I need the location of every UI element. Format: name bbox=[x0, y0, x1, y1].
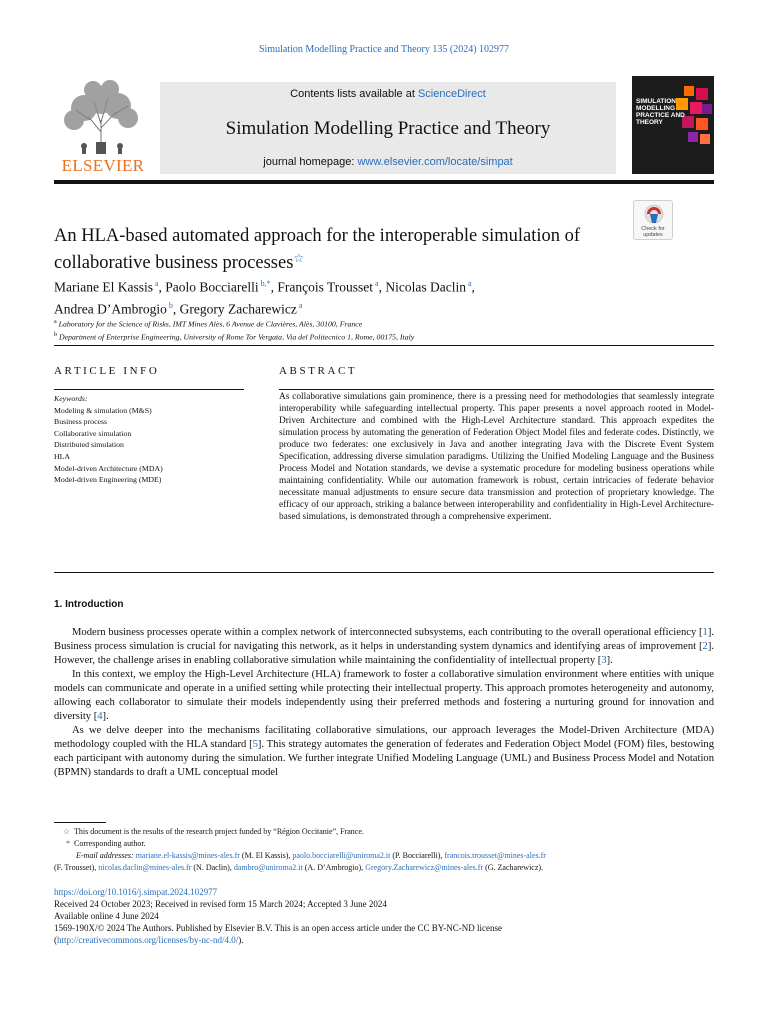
section-heading-introduction: 1. Introduction bbox=[54, 599, 124, 610]
author-affil-mark[interactable]: a bbox=[465, 279, 472, 288]
journal-masthead bbox=[54, 76, 714, 180]
abstract-heading: ABSTRACT bbox=[279, 365, 358, 377]
citation-link[interactable]: 2 bbox=[702, 641, 708, 652]
abstract-rule bbox=[279, 389, 714, 390]
journal-citation-link[interactable]: Simulation Modelling Practice and Theory 135 (2024) 102977 bbox=[258, 44, 510, 55]
affiliations bbox=[54, 317, 714, 342]
body-text-run: ]. bbox=[102, 711, 109, 722]
homepage-line bbox=[160, 156, 616, 168]
author-name[interactable]: François Trousset bbox=[277, 279, 374, 295]
author-name[interactable]: Mariane El Kassis bbox=[54, 279, 153, 295]
article-title bbox=[54, 225, 629, 274]
footnote-funding bbox=[54, 826, 714, 838]
author-affil-mark[interactable]: b,* bbox=[258, 279, 271, 288]
intro-paragraph-1 bbox=[54, 626, 714, 668]
keyword-item: HLA bbox=[54, 451, 71, 461]
footnote-corresponding bbox=[54, 838, 714, 850]
footnote-asterisk-mark: * bbox=[66, 839, 70, 848]
keyword-item: Distributed simulation bbox=[54, 440, 124, 450]
footnote-emails-line2 bbox=[54, 862, 714, 874]
author-separator: , bbox=[378, 279, 386, 295]
intro-paragraph-2 bbox=[54, 668, 714, 724]
crossmark-label: Check for updates bbox=[641, 226, 665, 238]
email-link[interactable]: Gregory.Zacharewicz@mines-ales.fr bbox=[365, 863, 484, 872]
footnote-funding-text: This document is the results of the research project funded by “Région Occitanie”, France. bbox=[74, 827, 364, 836]
email-owner: (M. El Kassis), bbox=[239, 851, 293, 860]
abstract-text: As collaborative simulations gain prominence, there is a pressing need for methodologies that seamlessly integrate interoperability while safeguarding intellectual property. This paper presents a novel approach rooted in Model-Driven Architecture and combined with the High-Level Architecture standard. This approach expedites the simulation process by automating the generation of Federation Object Model files and federate codes. Distinctly, we produce two federates: one exclusively in Java and another integrating Java with the Discrete Event System Specification, addressing diverse simulation paradigms. Utilizing the Unified Modeling Language and the Business Process Model and Notation standards, we devise a systematic procedure for modeling business operations while maintaining confidentiality. While our automation framework is robust, certain intricacies of federate behavior necessitate manual adjustments to ensure secure data transmission and protection of proprietary knowledge. The efficacy of our approach, striking a balance between interoperability and confidentiality in High-Level Architecture-based simulations, is demonstrated through a comprehensive experiment. bbox=[279, 392, 714, 522]
email-owner: (A. D’Ambrogio), bbox=[302, 863, 366, 872]
crossmark-icon bbox=[634, 201, 674, 227]
footnotes bbox=[54, 826, 714, 874]
introduction-body bbox=[54, 626, 714, 780]
online-date: Available online 4 June 2024 bbox=[54, 911, 159, 921]
email-owner: (G. Zacharewicz). bbox=[483, 863, 544, 872]
masthead-rule bbox=[54, 180, 714, 184]
license-text: 1569-190X/© 2024 The Authors. Published by Elsevier B.V. This is an open access article under the CC BY-NC-ND license bbox=[54, 923, 503, 933]
author-separator: , bbox=[172, 301, 180, 316]
email-link[interactable]: dambro@uniroma2.it bbox=[233, 863, 303, 872]
email-owner: (F. Trousset), bbox=[54, 863, 99, 872]
affiliation-mark: a bbox=[54, 319, 57, 325]
affiliation-row bbox=[54, 317, 714, 330]
citation-link[interactable]: 4 bbox=[97, 711, 103, 722]
email-owner: (N. Daclin), bbox=[191, 863, 234, 872]
license-link[interactable]: http://creativecommons.org/licenses/by-nc-nd/4.0/ bbox=[57, 935, 239, 945]
author-affil-mark[interactable]: a bbox=[152, 279, 159, 288]
keyword-item: Model-driven Architecture (MDA) bbox=[54, 463, 163, 473]
email-link[interactable]: mariane.el-kassis@mines-ales.fr bbox=[135, 851, 240, 860]
doi-link[interactable]: https://doi.org/10.1016/j.simpat.2024.102977 bbox=[54, 887, 218, 897]
keywords-label: Keywords: bbox=[54, 394, 88, 403]
body-text-run: Modern business processes operate within a complex network of interconnected subsystems, each contributing to the overall operational efficiency [ bbox=[72, 627, 703, 638]
article-info-rule bbox=[54, 389, 244, 390]
author-name[interactable]: Nicolas Daclin bbox=[385, 279, 466, 295]
author-separator: , bbox=[270, 279, 278, 295]
citation-link[interactable]: 3 bbox=[601, 655, 607, 666]
affiliation-mark: b bbox=[54, 331, 57, 338]
email-link[interactable]: nicolas.daclin@mines-ales.fr bbox=[98, 863, 192, 872]
body-text-run: ]. However, the challenge arises in enabling collaborative simulation while maintaining the confidentiality of intellectual property [ bbox=[54, 641, 714, 666]
email-owner: (P. Bocciarelli), bbox=[390, 851, 445, 860]
affiliation-text: Department of Enterprise Engineering, University of Rome Tor Vergata, Via del Politecnico 1, Rome, 00175, Italy bbox=[57, 332, 415, 342]
journal-title: Simulation Modelling Practice and Theory bbox=[225, 118, 551, 139]
author-affil-mark[interactable]: a bbox=[373, 279, 379, 288]
email-link[interactable]: paolo.bocciarelli@uniroma2.it bbox=[292, 851, 391, 860]
author-affil-mark[interactable]: b bbox=[166, 300, 173, 310]
author-list bbox=[54, 275, 694, 318]
footnote-star-mark: ☆ bbox=[62, 827, 70, 836]
history-dates: Received 24 October 2023; Received in revised form 15 March 2024; Accepted 3 June 2024 bbox=[54, 899, 387, 909]
body-text-run: In this context, we employ the High-Level Architecture (HLA) framework to foster a collaborative simulation environment where entities with unique models can communicate and operate in a unified setting while protecting their intellectual property. This approach promotes heterogeneity and autonomy, allowing each collaborator to simulate their models independently using their preferred methods and fostering a nurturing ground for innovation and diversity [ bbox=[54, 669, 714, 722]
author-name[interactable]: Gregory Zacharewicz bbox=[179, 301, 297, 316]
author-separator: , bbox=[158, 279, 166, 295]
email-label: E-mail addresses: bbox=[76, 851, 134, 860]
journal-cover-thumbnail[interactable] bbox=[632, 76, 714, 174]
footnote-corresponding-text: Corresponding author. bbox=[74, 839, 146, 848]
license-close-paren: ). bbox=[238, 935, 244, 945]
contents-line bbox=[160, 88, 616, 100]
affiliation-row bbox=[54, 330, 714, 343]
citation-link[interactable]: 1 bbox=[702, 627, 708, 638]
author-name[interactable]: Paolo Bocciarelli bbox=[165, 279, 259, 295]
author-name[interactable]: Andrea D’Ambrogio bbox=[54, 301, 167, 316]
contents-prefix: Contents lists available at bbox=[290, 88, 418, 100]
keyword-item: Modeling & simulation (M&S) bbox=[54, 405, 152, 415]
footnote-rule bbox=[54, 822, 106, 823]
body-text-run: ]. Business process simulation is crucial for navigating this network, as it helps in understanding system dynamics and identifying areas of improvement [ bbox=[54, 627, 714, 652]
keyword-item: Business process bbox=[54, 417, 108, 427]
citation-link[interactable]: 5 bbox=[252, 739, 258, 750]
cover-title: SIMULATION MODELLING PRACTICE AND THEORY bbox=[636, 98, 685, 126]
keyword-item: Collaborative simulation bbox=[54, 428, 132, 438]
homepage-prefix: journal homepage: bbox=[263, 156, 358, 168]
article-info-heading: ARTICLE INFO bbox=[54, 365, 160, 377]
check-for-updates-badge[interactable] bbox=[633, 200, 673, 240]
keywords-block bbox=[54, 393, 254, 486]
journal-info-box bbox=[160, 82, 616, 174]
elsevier-logo[interactable] bbox=[54, 76, 152, 176]
keyword-item: Model-driven Engineering (MDE) bbox=[54, 475, 162, 485]
sciencedirect-link[interactable]: ScienceDirect bbox=[417, 88, 486, 100]
header-divider bbox=[54, 345, 714, 346]
author-affil-mark[interactable]: a bbox=[296, 300, 303, 310]
author-separator: , bbox=[471, 279, 475, 295]
title-footnote-mark[interactable]: ☆ bbox=[293, 251, 305, 265]
body-text-run: ]. bbox=[606, 655, 613, 666]
intro-paragraph-3 bbox=[54, 724, 714, 780]
article-metadata bbox=[54, 886, 714, 946]
affiliation-text: Laboratory for the Science of Risks, IMT Mines Alès, 6 Avenue de Clavières, Alès, 30100, France bbox=[56, 319, 363, 329]
body-text-run: As we delve deeper into the mechanisms facilitating collaborative simulations, our approach leverages the Model-Driven Architecture (MDA) methodology coupled with the HLA standard [ bbox=[54, 725, 714, 750]
abstract-divider bbox=[54, 572, 714, 573]
footnote-emails-line1 bbox=[54, 850, 714, 862]
journal-homepage-link[interactable]: www.elsevier.com/locate/simpat bbox=[357, 156, 513, 168]
email-link[interactable]: francois.trousset@mines-ales.fr bbox=[444, 851, 546, 860]
article-title-text: An HLA-based automated approach for the interoperable simulation of collaborative business processes bbox=[54, 226, 581, 273]
body-text-run: ]. This strategy automates the generation of federates and Federation Object Model (FOM) files, bestowing each participant with autonomy during the simulation. We further integrate Unified Modeling Language (UML) and Business Process Model and Notation (BPMN) standards to draft a UML conceptual model bbox=[54, 739, 715, 778]
elsevier-wordmark: ELSEVIER bbox=[61, 156, 145, 175]
license-statement bbox=[54, 922, 714, 946]
elsevier-tree-icon bbox=[60, 80, 142, 154]
license-open-paren: ( bbox=[54, 935, 57, 945]
